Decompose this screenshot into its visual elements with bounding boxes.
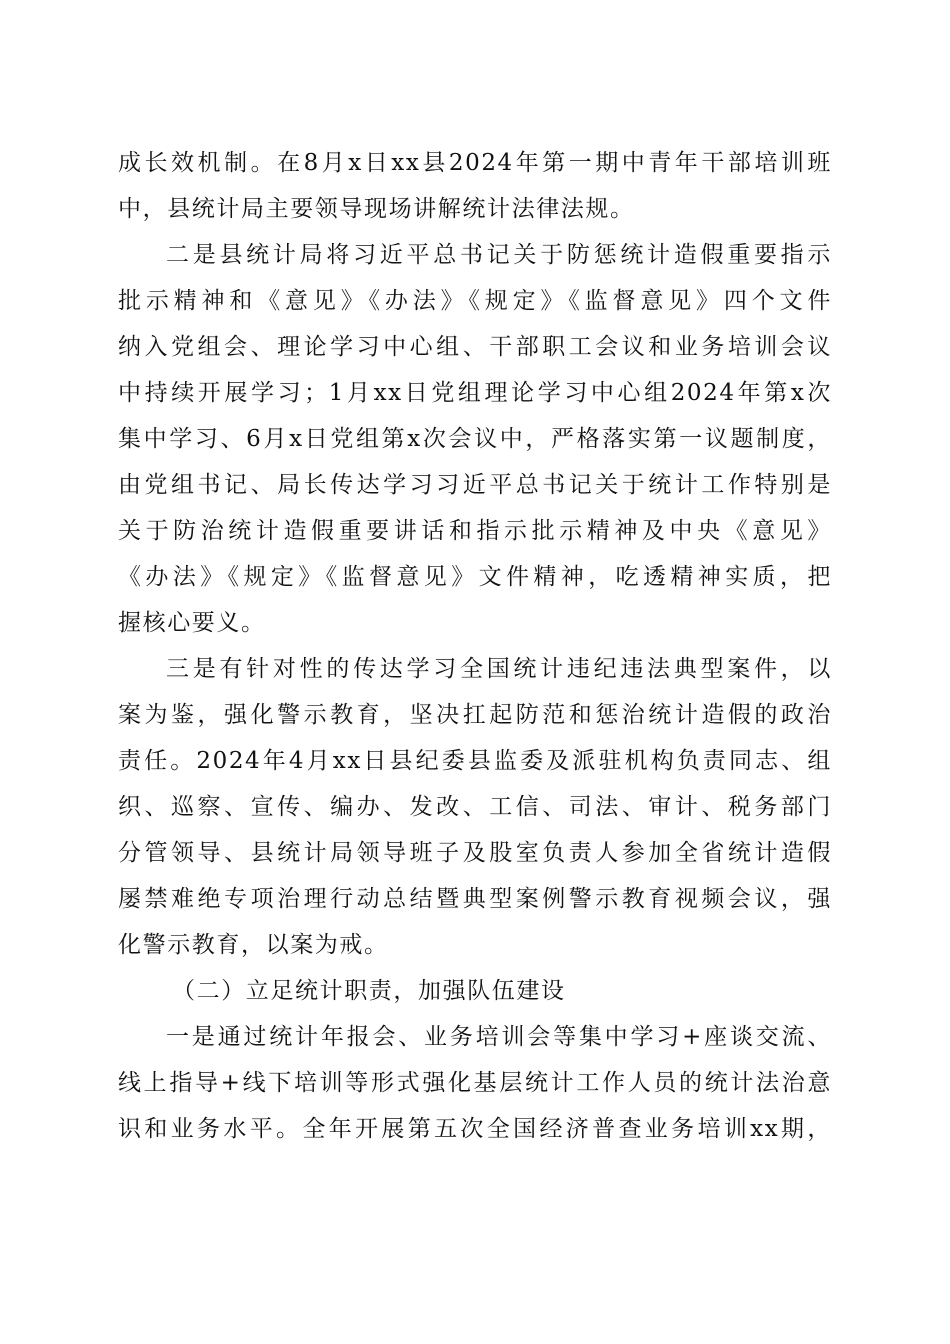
text-line: 中，县统计局主要领导现场讲解统计法律法规。 [118, 196, 635, 222]
text-line: 成长效机制。在8月x日xx县2024年第一期中青年干部培训班 [118, 150, 832, 176]
text-line: 分管领导、县统计局领导班子及股室负责人参加全省统计造假 [118, 840, 832, 866]
text-line: 屡禁难绝专项治理行动总结暨典型案例警示教育视频会议，强 [118, 886, 832, 912]
text-line: 关于防治统计造假重要讲话和指示批示精神及中央《意见》 [118, 518, 832, 544]
text-line: 二是县统计局将习近平总书记关于防惩统计造假重要指示 [166, 242, 832, 268]
text-line: 握核心要义。 [118, 610, 266, 636]
paragraph-second-point [118, 232, 832, 646]
section-heading [118, 968, 832, 1014]
text-line: 《办法》《规定》《监督意见》文件精神，吃透精神实质，把 [118, 564, 832, 590]
text-line: 线上指导+线下培训等形式强化基层统计工作人员的统计法治意 [118, 1070, 832, 1096]
text-line: 织、巡察、宣传、编办、发改、工信、司法、审计、税务部门 [118, 794, 832, 820]
paragraph-first-point [118, 1014, 832, 1152]
text-line: 中持续开展学习；1月xx日党组理论学习中心组2024年第x次 [118, 380, 832, 406]
text-line: 案为鉴，强化警示教育，坚决扛起防范和惩治统计造假的政治 [118, 702, 832, 728]
text-line: 识和业务水平。全年开展第五次全国经济普查业务培训xx期， [118, 1116, 832, 1142]
text-line: 批示精神和《意见》《办法》《规定》《监督意见》四个文件 [118, 288, 832, 314]
text-line: 纳入党组会、理论学习中心组、干部职工会议和业务培训会议 [118, 334, 832, 360]
text-line: 由党组书记、局长传达学习习近平总书记关于统计工作特别是 [118, 472, 832, 498]
text-line: 集中学习、6月x日党组第x次会议中，严格落实第一议题制度， [118, 426, 832, 452]
section-heading-text: （二）立足统计职责，加强队伍建设 [172, 978, 566, 1004]
text-line: 一是通过统计年报会、业务培训会等集中学习+座谈交流、 [166, 1024, 832, 1050]
document-body [118, 140, 832, 1152]
text-line: 责任。2024年4月xx日县纪委县监委及派驻机构负责同志、组 [118, 748, 832, 774]
text-line: 化警示教育，以案为戒。 [118, 932, 389, 958]
paragraph-third-point [118, 646, 832, 968]
text-line: 三是有针对性的传达学习全国统计违纪违法典型案件，以 [166, 656, 832, 682]
paragraph-continuation [118, 140, 832, 232]
